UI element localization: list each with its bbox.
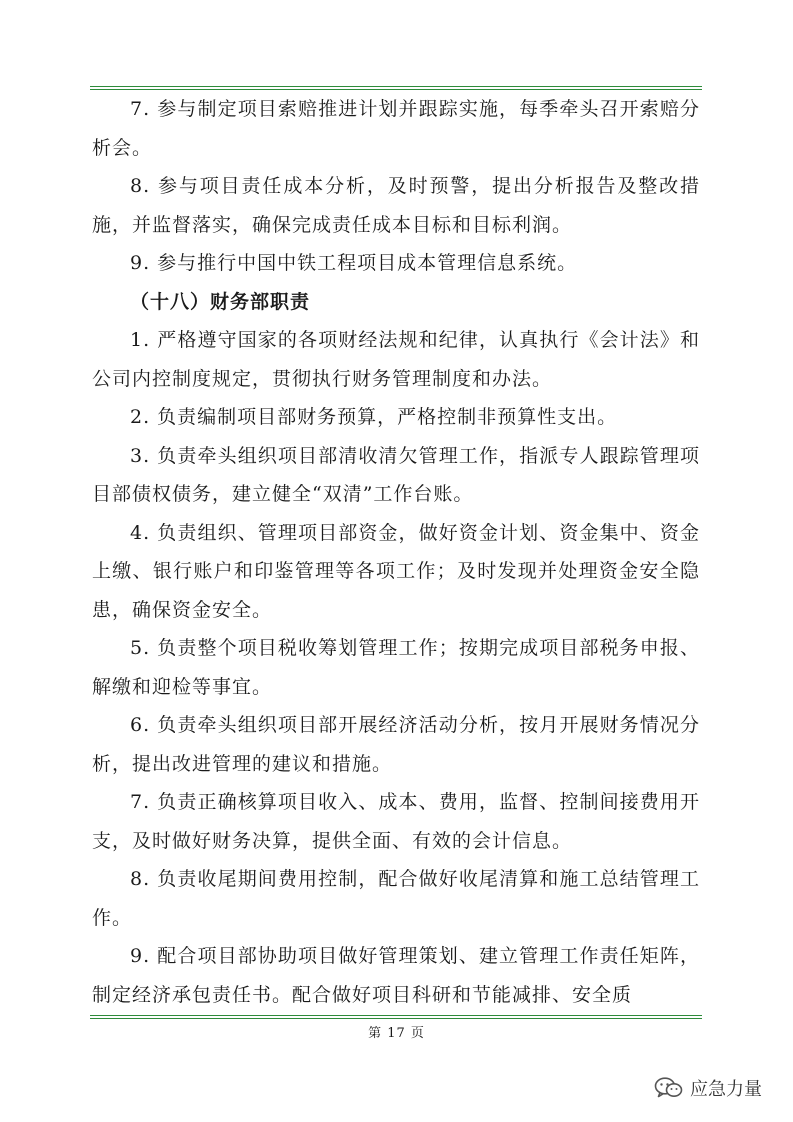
- watermark: [654, 1073, 762, 1103]
- paragraph: 3. 负责牵头组织项目部清收清欠管理工作，指派专人跟踪管理项目部债权债务，建立健全“双清”工作台账。: [92, 444, 700, 505]
- paragraph: 8. 参与项目责任成本分析，及时预警，提出分析报告及整改措施，并监督落实，确保完成责任成本目标和目标利润。: [92, 175, 700, 236]
- footer-rule: [90, 1015, 702, 1020]
- paragraph: 6. 负责牵头组织项目部开展经济活动分析，按月开展财务情况分析，提出改进管理的建议和措施。: [92, 714, 700, 775]
- paragraph: 7. 负责正确核算项目收入、成本、费用，监督、控制间接费用开支，及时做好财务决算，提供全面、有效的会计信息。: [92, 791, 700, 852]
- paragraph: 7. 参与制定项目索赔推进计划并跟踪实施，每季牵头召开索赔分析会。: [92, 98, 700, 159]
- section-heading: （十八）财务部职责: [130, 290, 311, 313]
- paragraph: 1. 严格遵守国家的各项财经法规和纪律，认真执行《会计法》和公司内控制度规定，贯彻执行财务管理制度和办法。: [92, 329, 700, 390]
- document-body: [92, 90, 700, 1014]
- page-number: 第 17 页: [368, 1026, 425, 1041]
- paragraph: 8. 负责收尾期间费用控制，配合做好收尾清算和施工总结管理工作。: [92, 868, 700, 929]
- paragraph: 5. 负责整个项目税收筹划管理工作；按期完成项目部税务申报、解缴和迎检等事宜。: [92, 637, 700, 698]
- watermark-text: 应急力量: [690, 1079, 762, 1100]
- paragraph: 9. 配合项目部协助项目做好管理策划、建立管理工作责任矩阵，制定经济承包责任书。配合做好项目科研和节能减排、安全质: [92, 945, 700, 1006]
- wechat-icon: [654, 1076, 684, 1100]
- paragraph: 2. 负责编制项目部财务预算，严格控制非预算性支出。: [130, 406, 618, 428]
- paragraph: 9. 参与推行中国中铁工程项目成本管理信息系统。: [130, 252, 578, 274]
- paragraph: 4. 负责组织、管理项目部资金，做好资金计划、资金集中、资金上缴、银行账户和印鉴管理等各项工作；及时发现并处理资金安全隐患，确保资金安全。: [92, 521, 700, 621]
